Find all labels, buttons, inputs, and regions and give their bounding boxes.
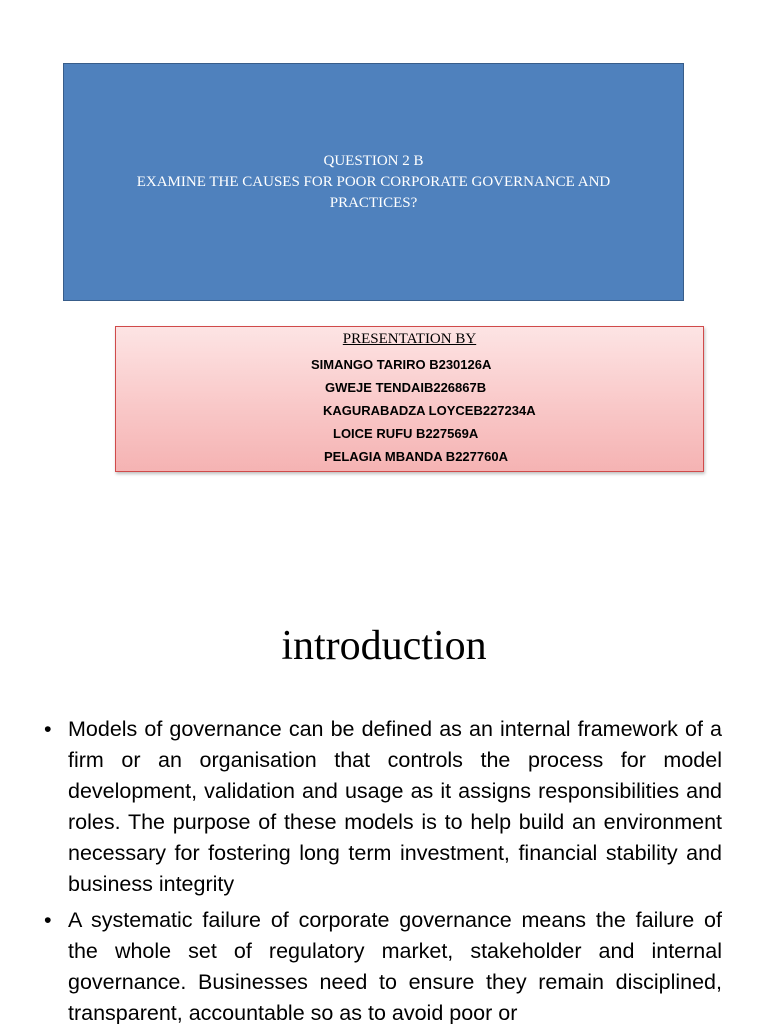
bullet-icon: •	[44, 717, 52, 741]
introduction-bullet-list	[44, 714, 722, 1024]
bullet-item	[44, 714, 722, 900]
presenter-name: PELAGIA MBANDA B227760A	[324, 449, 508, 464]
introduction-heading: introduction	[281, 623, 487, 669]
presenter-name: KAGURABADZA LOYCEB227234A	[323, 403, 536, 418]
presenter-name: LOICE RUFU B227569A	[333, 426, 479, 441]
presenters-heading: PRESENTATION BY	[342, 331, 477, 347]
presenter-name: GWEJE TENDAIB226867B	[325, 380, 487, 395]
bullet-text: Models of governance can be defined as an internal framework of a firm or an organisation that controls the process for model development, validation and usage as it assigns responsibilities and roles. The purpose of these models is to help build an environment necessary for fostering long term investment, financial stability and business integrity	[68, 717, 722, 896]
presenters-box	[115, 326, 704, 472]
bullet-item	[44, 905, 722, 1024]
presenter-name: SIMANGO TARIRO B230126A	[311, 357, 492, 372]
bullet-text: A systematic failure of corporate governance means the failure of the whole set of regulatory market, stakeholder and internal governance. Businesses need to ensure they remain disciplined, transparent, accountable so as to avoid poor or	[68, 908, 722, 1024]
question-title-box	[63, 63, 684, 301]
question-number: QUESTION 2 B	[323, 152, 424, 169]
bullet-icon: •	[44, 908, 52, 932]
question-text: EXAMINE THE CAUSES FOR POOR CORPORATE GOVERNANCE AND PRACTICES?	[136, 173, 611, 211]
